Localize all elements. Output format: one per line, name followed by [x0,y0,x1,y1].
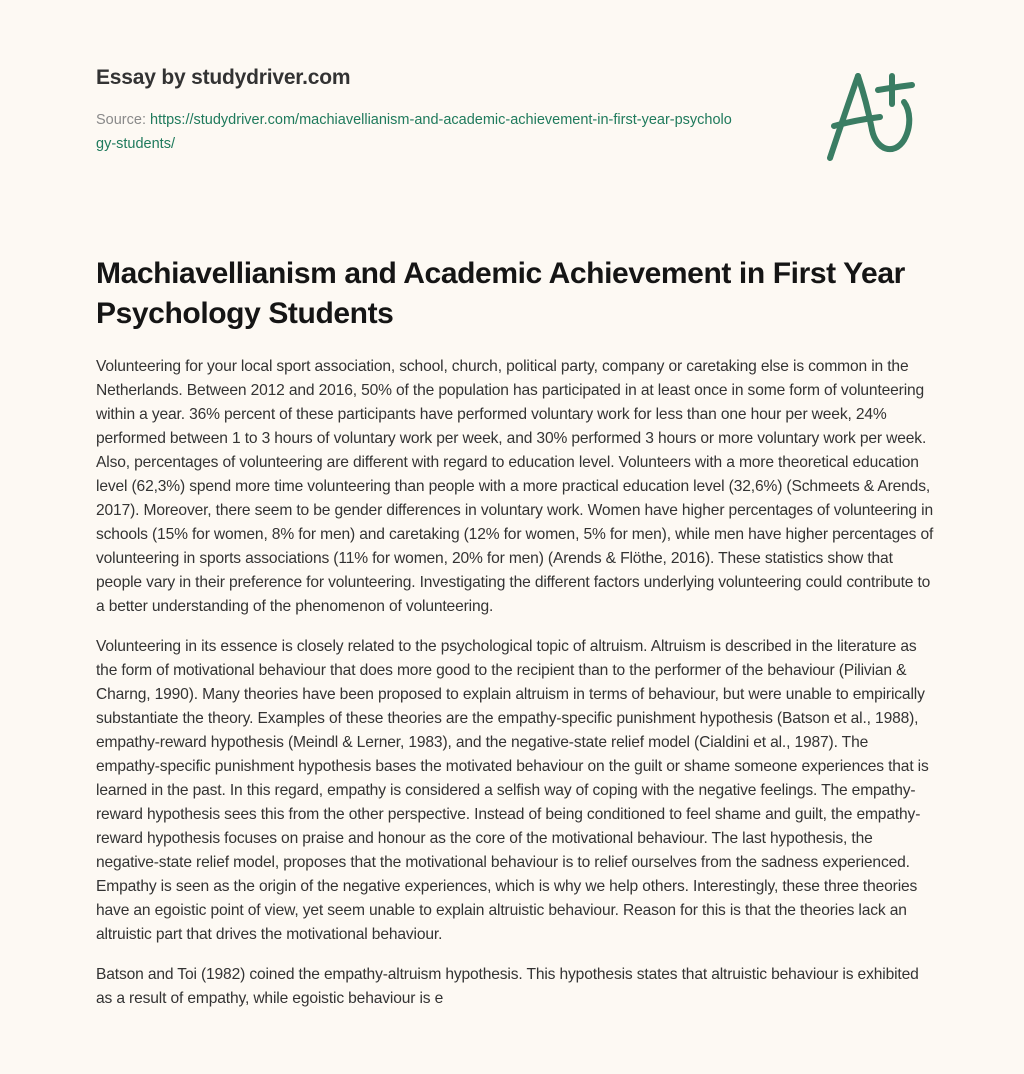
site-title: Essay by studydriver.com [96,66,351,89]
source-line [96,108,736,156]
article-paragraph-2: Volunteering in its essence is closely related to the psychological topic of altruism. Altruism is described in the literature as the form of motivational behaviour that does more good to the recipient than to the performer of the behaviour (Pilivian & Charng, 1990). Many theories have been proposed to explain altruism in terms of behaviour, but were unable to empirically substantiate the theory. Examples of these theories are the empathy-specific punishment hypothesis (Batson et al., 1988), empathy-reward hypothesis (Meindl & Lerner, 1983), and the negative-state relief model (Cialdini et al., 1987). The empathy-specific punishment hypothesis bases the motivated behaviour on the guilt or shame someone experiences that is learned in the past. In this regard, empathy is considered a selfish way of coping with the negative feelings. The empathy-reward hypothesis sees this from the other perspective. Instead of being conditioned to feel shame and guilt, the empathy-reward hypothesis focuses on praise and honour as the core of the motivational behaviour. The last hypothesis, the negative-state relief model, proposes that the motivational behaviour is to relief ourselves from the sadness experienced. Empathy is seen as the origin of the negative experiences, which is why we help others. Interestingly, these three theories have an egoistic point of view, yet seem unable to explain altruistic behaviour. Reason for this is that the theories lack an altruistic part that drives the motivational behaviour. [96,638,929,943]
article-paragraph-3: Batson and Toi (1982) coined the empathy-altruism hypothesis. This hypothesis states that altruistic behaviour is exhibited as a result of empathy, while egoistic behaviour is e [96,966,919,1007]
source-link[interactable]: https://studydriver.com/machiavellianism-and-academic-achievement-in-first-year-psychology-students/ [96,112,732,152]
a-plus-grade-icon [820,64,930,168]
article-paragraph-1: Volunteering for your local sport association, school, church, political party, company or caretaking else is common in the Netherlands. Between 2012 and 2016, 50% of the population has participated in at least once in some form of volunteering within a year. 36% percent of these participants have performed voluntary work for less than one hour per week, 24% performed between 1 to 3 hours of voluntary work per week, and 30% performed 3 hours or more voluntary work per week. Also, percentages of volunteering are different with regard to education level. Volunteers with a more theoretical education level (62,3%) spend more time volunteering than people with a more practical education level (32,6%) (Schmeets & Arends, 2017). Moreover, there seem to be gender differences in voluntary work. Women have higher percentages of volunteering in schools (15% for women, 8% for men) and caretaking (12% for women, 5% for men), while men have higher percentages of volunteering in sports associations (11% for women, 20% for men) (Arends & Flöthe, 2016). These statistics show that people vary in their preference for volunteering. Investigating the different factors underlying volunteering could contribute to a better understanding of the phenomenon of volunteering. [96,358,934,615]
article [96,254,936,1027]
source-label: Source: [96,112,150,128]
essay-header [96,64,736,156]
article-title: Machiavellianism and Academic Achievement in First Year Psychology Students [96,257,905,330]
